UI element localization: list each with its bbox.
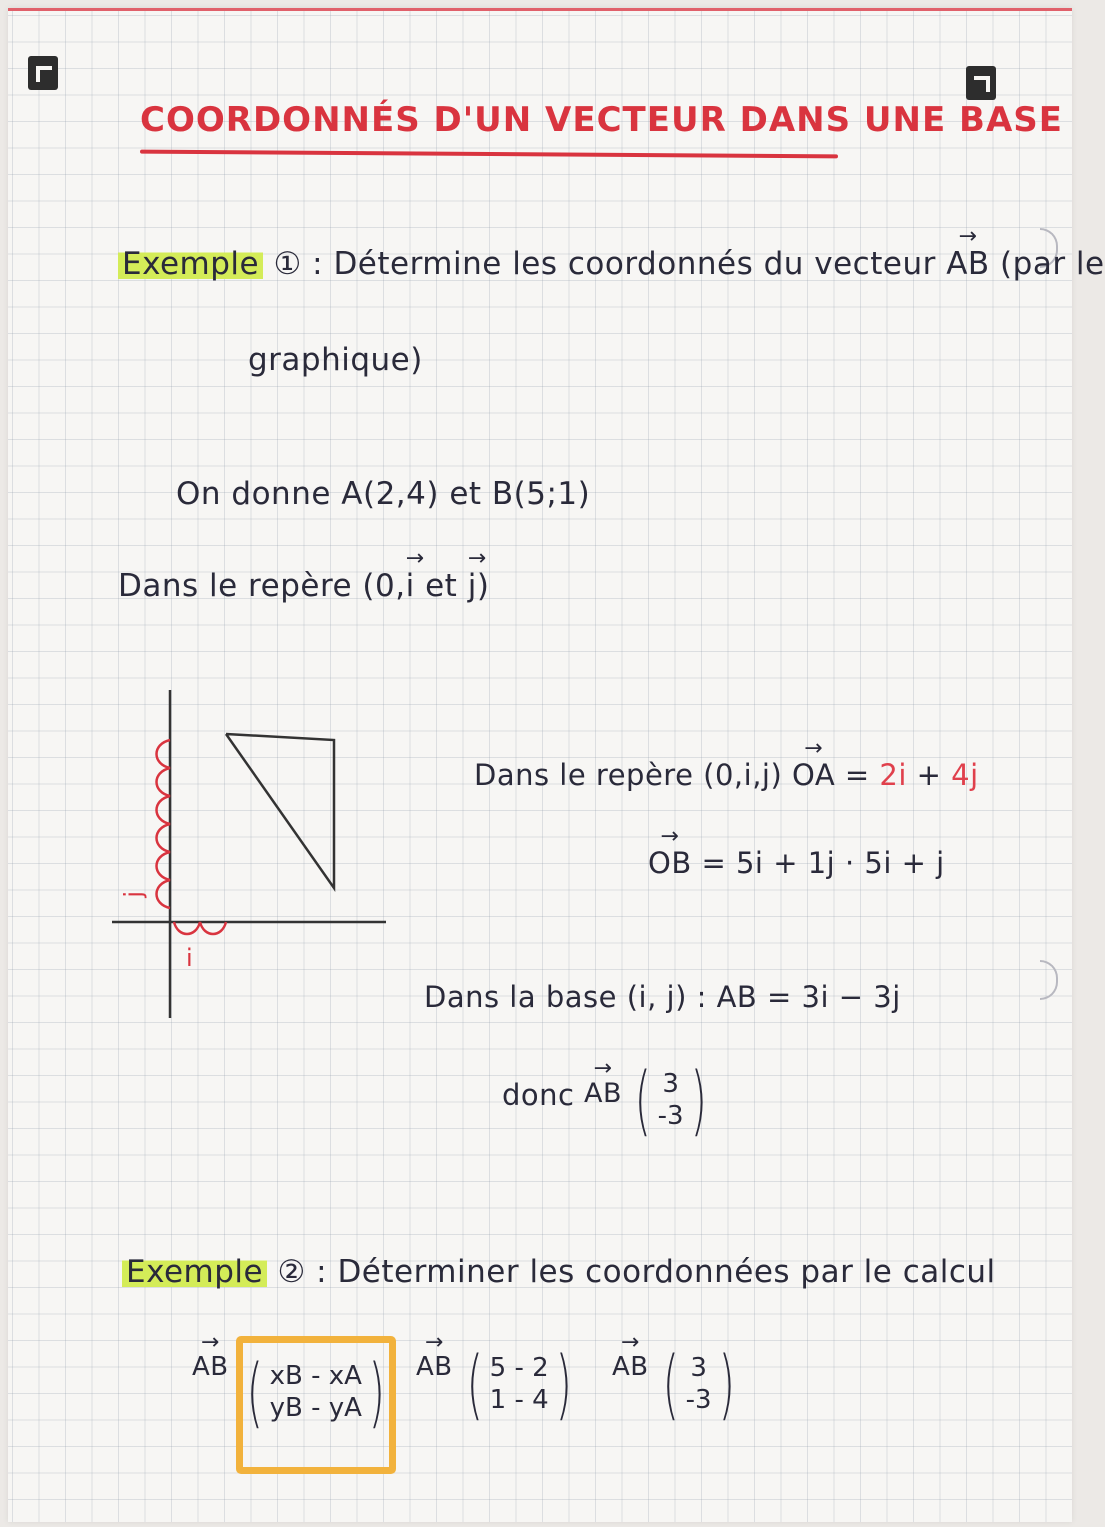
right-paren: ) — [690, 1055, 707, 1144]
donc-word: donc — [502, 1078, 575, 1112]
vector-ab: → AB — [192, 1352, 229, 1382]
right-paren: ) — [368, 1347, 385, 1436]
triangle-ab — [226, 734, 334, 888]
vector-ab: → AB — [946, 246, 989, 282]
vector-ab: → AB — [612, 1352, 649, 1382]
right-paren: ) — [718, 1339, 735, 1428]
vector-ob: → OB — [648, 846, 692, 880]
matrix-top: 3 — [662, 1069, 679, 1099]
example1-line2: graphique) — [248, 342, 423, 378]
substitution-bottom: 1 - 4 — [489, 1385, 549, 1415]
donc-matrix — [628, 1055, 713, 1144]
frame-suffix: ) — [476, 568, 490, 604]
substitution-top: 5 - 2 — [489, 1353, 549, 1383]
formula-matrix — [240, 1347, 392, 1436]
result-top: 3 — [690, 1353, 707, 1383]
left-paren: ( — [634, 1055, 651, 1144]
result-bottom: -3 — [685, 1385, 712, 1415]
example1-number: ① — [273, 246, 302, 282]
i-unit-loop — [174, 922, 226, 934]
vector-ab: → AB — [416, 1352, 453, 1382]
oa-plus: + — [916, 758, 942, 792]
j-unit-loops — [157, 740, 171, 908]
graph-i-label: i — [186, 944, 194, 972]
calc-vector-1 — [192, 1352, 229, 1382]
example2-number: ② — [277, 1254, 306, 1290]
left-paren: ( — [662, 1339, 679, 1428]
left-paren: ( — [246, 1347, 263, 1436]
vector-oa: → OA — [792, 758, 835, 792]
example1-text: : Détermine les coordonnés du vecteur — [312, 246, 936, 282]
ob-equation: = 5i + 1j · 5i + j — [701, 846, 945, 880]
donc-vector — [584, 1078, 622, 1109]
base-line: Dans la base (i, j) : AB = 3i − 3j — [424, 980, 901, 1014]
left-paren: ( — [466, 1339, 483, 1428]
frame-mid: et — [425, 568, 458, 604]
calc-vector-2 — [416, 1352, 453, 1382]
example2-label: Exemple — [122, 1254, 267, 1290]
example1-label: Exemple — [118, 246, 263, 282]
example2-line — [122, 1254, 996, 1290]
right-paren: ) — [555, 1339, 572, 1428]
page-title: COORDONNÉS D'UN VECTEUR DANS UNE BASE — [140, 100, 1063, 140]
oa-coef-j: 4j — [951, 758, 979, 792]
graph-j-label: j — [119, 890, 148, 898]
vector-ab: → AB — [584, 1078, 622, 1109]
formula-bottom: yB - yA — [269, 1393, 362, 1423]
frame-prefix: Dans le repère (0, — [118, 568, 406, 604]
given-points: On donne A(2,4) et B(5;1) — [176, 476, 591, 512]
calc-vector-3 — [612, 1352, 649, 1382]
result-matrix — [656, 1339, 741, 1428]
formula-top: xB - xA — [269, 1361, 362, 1391]
example2-text: : Déterminer les coordonnées par le calcul — [316, 1254, 996, 1290]
vector-i: → i — [406, 568, 415, 604]
oa-prefix: Dans le repère (0,i,j) — [474, 758, 783, 792]
matrix-bottom: -3 — [657, 1101, 684, 1131]
oa-line — [474, 758, 979, 792]
ob-line — [648, 846, 945, 880]
oa-coef-i: 2i — [879, 758, 907, 792]
vector-j: → j — [468, 568, 477, 604]
example1-text-cont: (par le — [1000, 246, 1105, 282]
oa-equals: = — [844, 758, 870, 792]
substitution-matrix — [460, 1339, 578, 1428]
